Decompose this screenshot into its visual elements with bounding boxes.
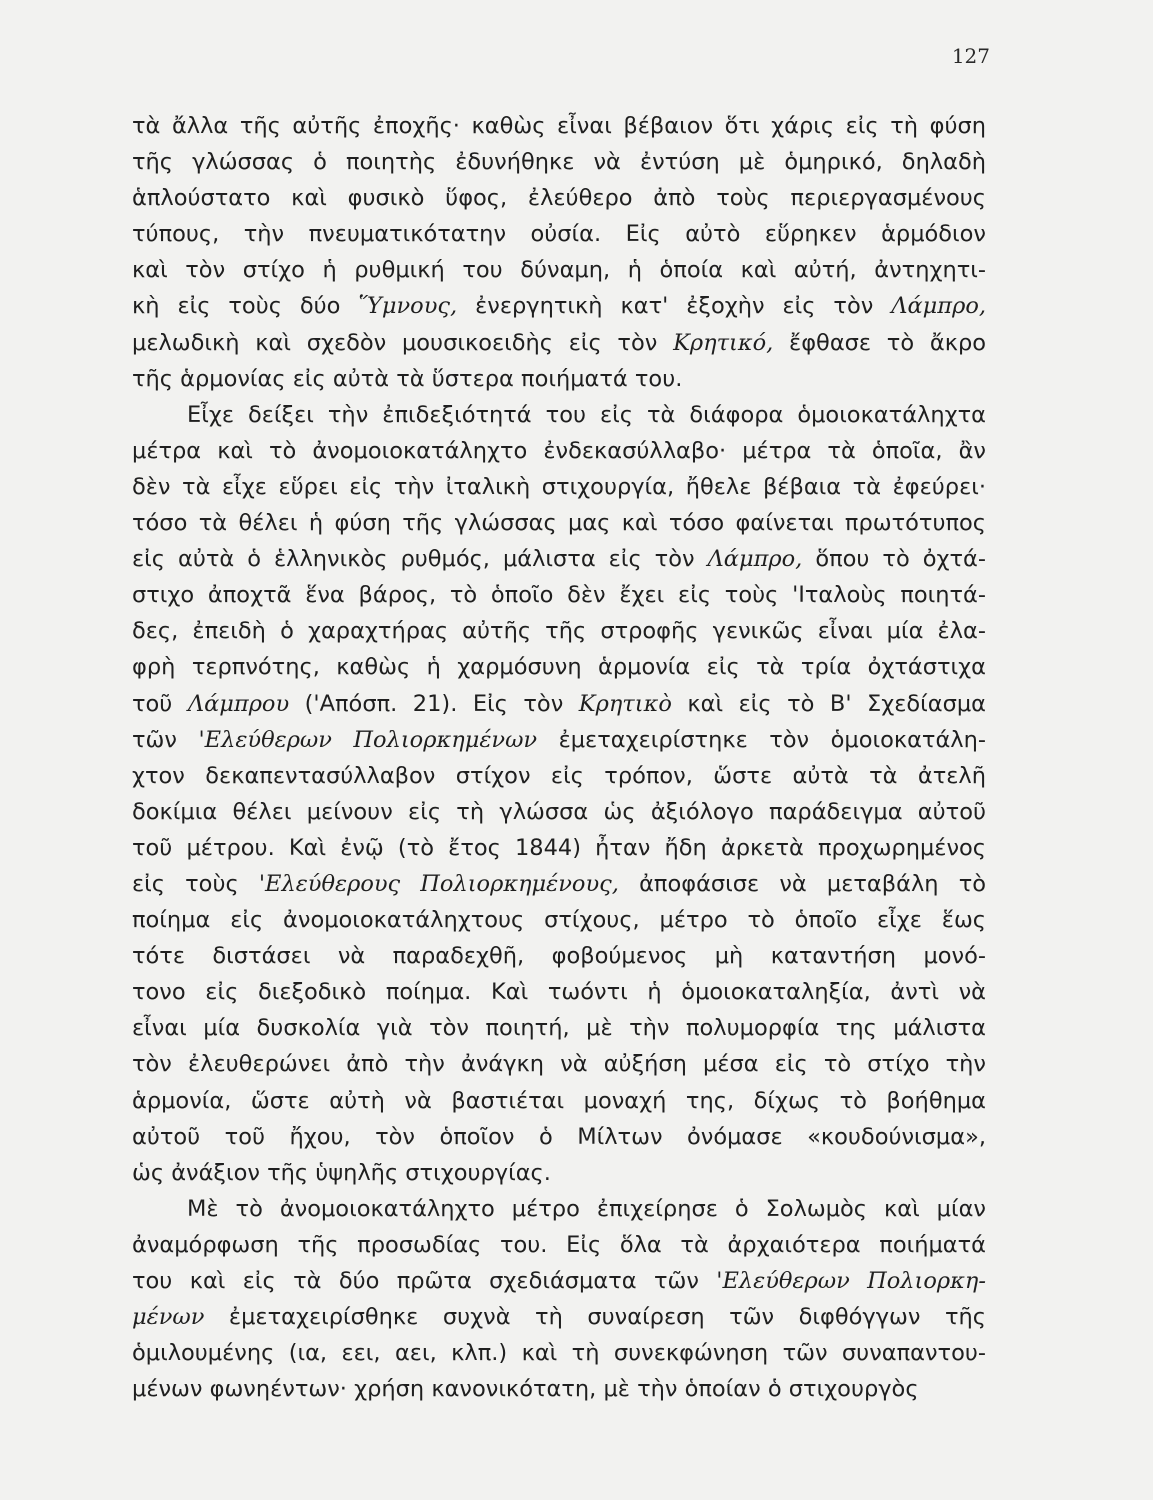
text-run: Εἶχε δείξει τὴν ἐπιδεξιότητά του εἰς τὰ διάφορα ὁμοιοκατάληχτα <box>187 401 986 428</box>
text-run: καὶ εἰς τὸ Β' Σχεδίασμα <box>671 690 987 717</box>
italic-title: Κρητικό, <box>673 329 774 356</box>
text-run: εἰς τοὺς <box>132 870 259 897</box>
text-line <box>132 794 986 830</box>
text-line <box>132 649 986 685</box>
text-run: ἁρμονία, ὥστε αὐτὴ νὰ βαστιέται μοναχή της, δίχως τὸ βοήθημα <box>132 1087 986 1114</box>
text-line <box>132 938 986 974</box>
text-run: τονο εἰς διεξοδικὸ ποίημα. Καὶ τωόντι ἡ ὁμοιοκαταληξία, ἀντὶ νὰ <box>132 979 986 1006</box>
text-run: τῆς ἁρμονίας εἰς αὐτὰ τὰ ὕστερα ποιήματά του. <box>132 365 683 392</box>
text-line <box>132 397 986 433</box>
text-line <box>132 252 986 288</box>
text-line <box>132 1299 986 1335</box>
text-line <box>132 613 986 649</box>
italic-title: Λάμπρου <box>187 690 290 717</box>
text-run: φρὴ τερπνότης, καθὼς ἡ χαρμόσυνη ἁρμονία εἰς τὰ τρία ὀχτάστιχα <box>132 654 986 681</box>
italic-title: Ὕμνους, <box>358 293 458 320</box>
text-line <box>132 144 986 180</box>
text-run: καὶ τὸν στίχο ἡ ρυθμική του δύναμη, ἡ ὁποία καὶ αὐτή, ἀντηχητι- <box>132 257 986 284</box>
text-run: δες, ἐπειδὴ ὁ χαραχτήρας αὐτῆς τῆς στροφῆς γενικῶς εἶναι μία ἐλα- <box>132 618 986 645</box>
text-line <box>132 1119 986 1155</box>
text-line <box>132 541 986 577</box>
italic-title: μένων <box>132 1304 205 1331</box>
italic-title: 'Ελεύθερων Πολιορκη- <box>716 1268 986 1294</box>
text-line <box>132 722 986 758</box>
text-line <box>132 830 986 866</box>
text-run: ἐνεργητικὴ κατ' ἐξοχὴν εἰς τὸν <box>457 293 892 320</box>
text-run: αὐτοῦ τοῦ ἤχου, τὸν ὁποῖον ὁ Μίλτων ὀνόμασε «κουδούνισμα», <box>132 1123 986 1150</box>
text-run: ὅπου τὸ ὀχτά- <box>802 546 987 573</box>
text-line <box>132 288 986 324</box>
text-run: του καὶ εἰς τὰ δύο πρῶτα σχεδιάσματα τῶν <box>132 1268 717 1294</box>
text-run: ἁπλούστατο καὶ φυσικὸ ὕφος, ἐλεύθερο ἀπὸ τοὺς περιεργασμένους <box>132 185 986 212</box>
text-line <box>132 902 986 938</box>
text-line <box>132 577 986 613</box>
text-run: ('Απόσπ. 21). Εἰς τὸν <box>289 690 579 717</box>
text-run: μένων φωνηέντων· χρήση κανονικότατη, μὲ τὴν ὁποίαν ὁ στιχουργὸς <box>132 1376 919 1403</box>
text-run: ἀναμόρφωση τῆς προσωδίας του. Εἰς ὅλα τὰ ἀρχαιότερα ποιήματά <box>132 1231 986 1258</box>
italic-title: 'Ελεύθερων Πολιορκημένων <box>198 726 538 753</box>
text-run: στιχο ἀποχτᾶ ἕνα βάρος, τὸ ὁποῖο δὲν ἔχει εἰς τοὺς 'Ιταλοὺς ποιητά- <box>132 582 986 609</box>
text-line <box>132 866 986 902</box>
paragraph <box>132 1191 986 1408</box>
text-line <box>132 1083 986 1119</box>
text-run: τότε διστάσει νὰ παραδεχθῆ, φοβούμενος μὴ καταντήση μονό- <box>132 943 986 970</box>
text-run: τόσο τὰ θέλει ἡ φύση τῆς γλώσσας μας καὶ τόσο φαίνεται πρωτότυπος <box>132 510 986 537</box>
paragraph <box>132 397 986 1191</box>
text-run: κὴ εἰς τοὺς δύο <box>132 293 359 320</box>
text-run: εἶναι μία δυσκολία γιὰ τὸν ποιητή, μὲ τὴν πολυμορφία της μάλιστα <box>132 1015 986 1042</box>
text-line <box>132 1335 986 1371</box>
text-run: ὡς ἀνάξιον τῆς ὑψηλῆς στιχουργίας. <box>132 1159 551 1186</box>
text-run: τῆς γλώσσας ὁ ποιητὴς ἐδυνήθηκε νὰ ἐντύση μὲ ὁμηρικό, δηλαδὴ <box>132 149 986 176</box>
text-run: τὰ ἄλλα τῆς αὐτῆς ἐποχῆς· καθὼς εἶναι βέβαιον ὅτι χάρις εἰς τὴ φύση <box>132 113 986 139</box>
text-run: χτον δεκαπεντασύλλαβον στίχον εἰς τρόπον, ὥστε αὐτὰ τὰ ἀτελῆ <box>132 762 986 789</box>
text-run: ἔφθασε τὸ ἄκρο <box>773 329 987 356</box>
text-line <box>132 505 986 541</box>
text-line <box>132 1191 986 1227</box>
text-run: ἐμεταχειρίστηκε τὸν ὁμοιοκατάλη- <box>537 726 986 753</box>
text-line <box>132 686 986 722</box>
page-number: 127 <box>951 44 990 68</box>
text-run: δοκίμια θέλει μείνουν εἰς τὴ γλώσσα ὡς ἀξιόλογο παράδειγμα αὐτοῦ <box>132 798 986 825</box>
body-text <box>132 108 986 1407</box>
text-line <box>132 974 986 1010</box>
italic-title: Λάμπρο, <box>707 546 803 573</box>
text-line <box>132 1155 986 1191</box>
text-run: τοῦ <box>132 690 188 717</box>
text-run: εἰς αὐτὰ ὁ ἑλληνικὸς ρυθμός, μάλιστα εἰς τὸν <box>132 546 708 573</box>
text-run: Μὲ τὸ ἀνομοιοκατάληχτο μέτρο ἐπιχείρησε ὁ Σολωμὸς καὶ μίαν <box>187 1195 986 1222</box>
text-run: ὁμιλουμένης (ια, εει, αει, κλπ.) καὶ τὴ συνεκφώνηση τῶν συναπαντου- <box>132 1340 986 1367</box>
text-line <box>132 1263 986 1299</box>
text-run: μελωδικὴ καὶ σχεδὸν μουσικοειδὴς εἰς τὸν <box>132 329 674 356</box>
text-line <box>132 1371 986 1407</box>
text-line <box>132 180 986 216</box>
italic-title: 'Ελεύθερους Πολιορκημένους, <box>258 870 619 897</box>
text-run: τῶν <box>132 726 199 753</box>
text-run: ἀποφάσισε νὰ μεταβάλη τὸ <box>618 870 987 897</box>
text-run: τὸν ἐλευθερώνει ἀπὸ τὴν ἀνάγκη νὰ αὐξήση μέσα εἰς τὸ στίχο τὴν <box>132 1051 986 1078</box>
text-line <box>132 1010 986 1046</box>
text-line <box>132 216 986 252</box>
italic-title: Λάμπρο, <box>891 293 987 320</box>
text-line <box>132 361 986 397</box>
text-line <box>132 433 986 469</box>
text-line <box>132 1046 986 1082</box>
text-line <box>132 1227 986 1263</box>
text-run: ἐμεταχειρίσθηκε συχνὰ τὴ συναίρεση τῶν διφθόγγων τῆς <box>204 1304 986 1331</box>
text-run: δὲν τὰ εἶχε εὕρει εἰς τὴν ἰταλικὴ στιχουργία, ἤθελε βέβαια τὰ ἐφεύρει· <box>132 473 986 500</box>
italic-title: Κρητικὸ <box>578 690 672 717</box>
text-line <box>132 758 986 794</box>
text-line <box>132 108 986 144</box>
text-run: ποίημα εἰς ἀνομοιοκατάληχτους στίχους, μέτρο τὸ ὁποῖο εἶχε ἕως <box>132 907 986 934</box>
text-line <box>132 469 986 505</box>
text-run: τύπους, τὴν πνευματικότατην οὐσία. Εἰς αὐτὸ εὕρηκεν ἁρμόδιον <box>132 221 986 248</box>
paragraph <box>132 108 986 397</box>
text-run: τοῦ μέτρου. Καὶ ἐνῷ (τὸ ἔτος 1844) ἦταν ἤδη ἀρκετὰ προχωρημένος <box>132 834 986 861</box>
text-run: μέτρα καὶ τὸ ἀνομοιοκατάληχτο ἐνδεκασύλλαβο· μέτρα τὰ ὁποῖα, ἂν <box>132 437 986 464</box>
text-line <box>132 325 986 361</box>
